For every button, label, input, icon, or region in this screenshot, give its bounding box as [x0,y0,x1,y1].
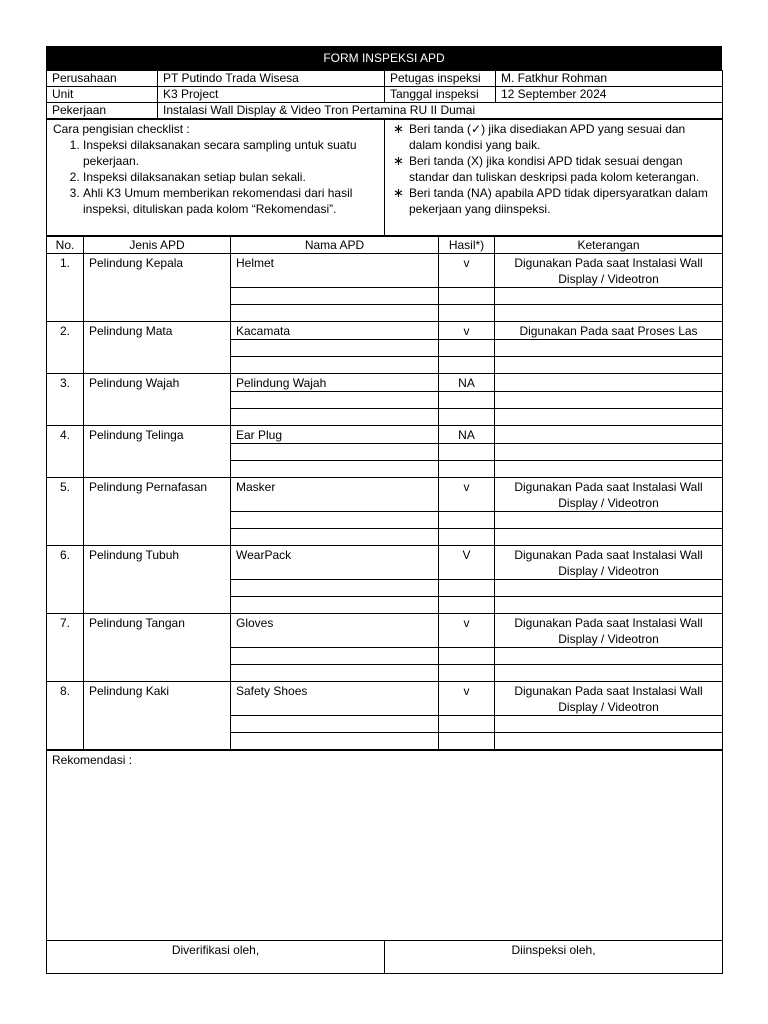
row-hasil-blank[interactable] [439,665,495,682]
row-hasil[interactable]: v [439,614,495,648]
row-nama-blank[interactable] [231,340,439,357]
row-keterangan[interactable] [495,426,723,444]
row-hasil[interactable]: v [439,322,495,340]
row-hasil[interactable]: v [439,682,495,716]
form-info-table [46,70,723,119]
row-nama[interactable]: WearPack [231,546,439,580]
row-no: 1. [47,254,84,322]
row-hasil-blank[interactable] [439,444,495,461]
instruction-step: 1. Inspeksi dilaksanakan secara sampling untuk suatu pekerjaan. [83,137,378,169]
header-keterangan: Keterangan [495,237,723,254]
row-nama[interactable]: Ear Plug [231,426,439,444]
row-jenis: Pelindung Kaki [84,682,231,750]
instructions-steps-list [53,137,378,217]
row-hasil-blank[interactable] [439,305,495,322]
diverifikasi-label: Diverifikasi oleh, [47,941,385,974]
pekerjaan-value[interactable]: Instalasi Wall Display & Video Tron Pertamina RU II Dumai [158,103,723,119]
perusahaan-value[interactable]: PT Putindo Trada Wisesa [158,71,385,87]
instruction-mark: ∗ Beri tanda (X) jika kondisi APD tidak sesuai dengan standar dan tuliskan deskripsi pada kolom keterangan. [409,153,716,185]
row-nama-blank[interactable] [231,733,439,750]
table-row [47,374,723,392]
row-hasil-blank[interactable] [439,512,495,529]
instructions-heading: Cara pengisian checklist : [53,122,190,136]
rekomendasi-box[interactable] [47,751,723,941]
row-hasil[interactable]: v [439,254,495,288]
row-keterangan-blank[interactable] [495,461,723,478]
row-no: 3. [47,374,84,426]
row-keterangan[interactable] [495,374,723,392]
row-hasil[interactable]: NA [439,374,495,392]
row-keterangan-blank[interactable] [495,392,723,409]
row-nama[interactable]: Safety Shoes [231,682,439,716]
row-keterangan-blank[interactable] [495,409,723,426]
row-keterangan-blank[interactable] [495,340,723,357]
row-nama-blank[interactable] [231,409,439,426]
row-hasil-blank[interactable] [439,288,495,305]
row-jenis: Pelindung Tangan [84,614,231,682]
row-nama-blank[interactable] [231,648,439,665]
petugas-label: Petugas inspeksi [385,71,496,87]
row-nama-blank[interactable] [231,512,439,529]
row-hasil-blank[interactable] [439,340,495,357]
row-no: 4. [47,426,84,478]
apd-table-body [47,254,723,750]
table-row [47,614,723,648]
row-nama[interactable]: Kacamata [231,322,439,340]
table-row [47,254,723,288]
instructions-marks [385,120,723,236]
row-keterangan[interactable]: Digunakan Pada saat Instalasi Wall Display / Videotron [495,254,723,288]
diinspeksi-label: Diinspeksi oleh, [385,941,723,974]
row-keterangan-blank[interactable] [495,305,723,322]
row-jenis: Pelindung Mata [84,322,231,374]
row-no: 7. [47,614,84,682]
row-jenis: Pelindung Kepala [84,254,231,322]
row-keterangan[interactable]: Digunakan Pada saat Instalasi Wall Display / Videotron [495,614,723,648]
instruction-mark: ∗ Beri tanda (✓) jika disediakan APD yang sesuai dan dalam kondisi yang baik. [409,121,716,153]
row-nama-blank[interactable] [231,529,439,546]
header-jenis: Jenis APD [84,237,231,254]
tanggal-value[interactable]: 12 September 2024 [496,87,723,103]
row-nama-blank[interactable] [231,461,439,478]
row-keterangan-blank[interactable] [495,357,723,374]
table-row [47,426,723,444]
row-nama-blank[interactable] [231,665,439,682]
table-row [47,478,723,512]
apd-table [46,236,723,750]
row-jenis: Pelindung Pernafasan [84,478,231,546]
row-hasil-blank[interactable] [439,716,495,733]
header-nama: Nama APD [231,237,439,254]
row-jenis: Pelindung Telinga [84,426,231,478]
row-keterangan[interactable]: Digunakan Pada saat Proses Las [495,322,723,340]
row-nama[interactable]: Pelindung Wajah [231,374,439,392]
row-nama-blank[interactable] [231,357,439,374]
row-keterangan-blank[interactable] [495,512,723,529]
instructions-steps [47,120,385,236]
row-hasil-blank[interactable] [439,409,495,426]
row-nama[interactable]: Helmet [231,254,439,288]
row-nama-blank[interactable] [231,305,439,322]
row-nama-blank[interactable] [231,597,439,614]
instructions-table [46,119,723,236]
row-jenis: Pelindung Wajah [84,374,231,426]
tanggal-label: Tanggal inspeksi [385,87,496,103]
row-nama-blank[interactable] [231,444,439,461]
petugas-value[interactable]: M. Fatkhur Rohman [496,71,723,87]
row-keterangan-blank[interactable] [495,648,723,665]
row-keterangan-blank[interactable] [495,529,723,546]
row-hasil[interactable]: V [439,546,495,580]
footer-table [46,750,723,974]
row-keterangan[interactable]: Digunakan Pada saat Instalasi Wall Display / Videotron [495,478,723,512]
instructions-marks-list [391,121,716,217]
instruction-mark: ∗ Beri tanda (NA) apabila APD tidak dipersyaratkan dalam pekerjaan yang diinspeksi. [409,185,716,217]
row-keterangan-blank[interactable] [495,716,723,733]
row-hasil-blank[interactable] [439,597,495,614]
row-hasil-blank[interactable] [439,392,495,409]
row-keterangan[interactable]: Digunakan Pada saat Instalasi Wall Display / Videotron [495,546,723,580]
row-no: 2. [47,322,84,374]
row-nama-blank[interactable] [231,580,439,597]
row-hasil-blank[interactable] [439,733,495,750]
header-hasil: Hasil*) [439,237,495,254]
row-keterangan-blank[interactable] [495,597,723,614]
row-no: 6. [47,546,84,614]
instruction-step: 3. Ahli K3 Umum memberikan rekomendasi dari hasil inspeksi, dituliskan pada kolom “Rekomendasi”. [83,185,378,217]
row-hasil-blank[interactable] [439,461,495,478]
inspection-form [46,46,722,974]
row-hasil-blank[interactable] [439,529,495,546]
row-keterangan-blank[interactable] [495,288,723,305]
row-nama[interactable]: Masker [231,478,439,512]
table-row [47,682,723,716]
row-nama-blank[interactable] [231,288,439,305]
row-hasil-blank[interactable] [439,648,495,665]
table-row [47,322,723,340]
row-hasil-blank[interactable] [439,357,495,374]
row-no: 5. [47,478,84,546]
row-hasil[interactable]: NA [439,426,495,444]
perusahaan-label: Perusahaan [47,71,158,87]
row-keterangan-blank[interactable] [495,665,723,682]
row-no: 8. [47,682,84,750]
row-nama-blank[interactable] [231,716,439,733]
row-keterangan-blank[interactable] [495,733,723,750]
row-keterangan-blank[interactable] [495,580,723,597]
row-jenis: Pelindung Tubuh [84,546,231,614]
unit-label: Unit [47,87,158,103]
header-no: No. [47,237,84,254]
row-keterangan[interactable]: Digunakan Pada saat Instalasi Wall Display / Videotron [495,682,723,716]
pekerjaan-label: Pekerjaan [47,103,158,119]
row-keterangan-blank[interactable] [495,444,723,461]
row-nama[interactable]: Gloves [231,614,439,648]
table-row [47,546,723,580]
row-hasil[interactable]: v [439,478,495,512]
row-hasil-blank[interactable] [439,580,495,597]
form-title: FORM INSPEKSI APD [46,46,722,70]
apd-table-header [47,237,723,254]
rekomendasi-label: Rekomendasi : [52,753,133,767]
instruction-step: 2. Inspeksi dilaksanakan setiap bulan sekali. [83,169,378,185]
row-nama-blank[interactable] [231,392,439,409]
unit-value[interactable]: K3 Project [158,87,385,103]
